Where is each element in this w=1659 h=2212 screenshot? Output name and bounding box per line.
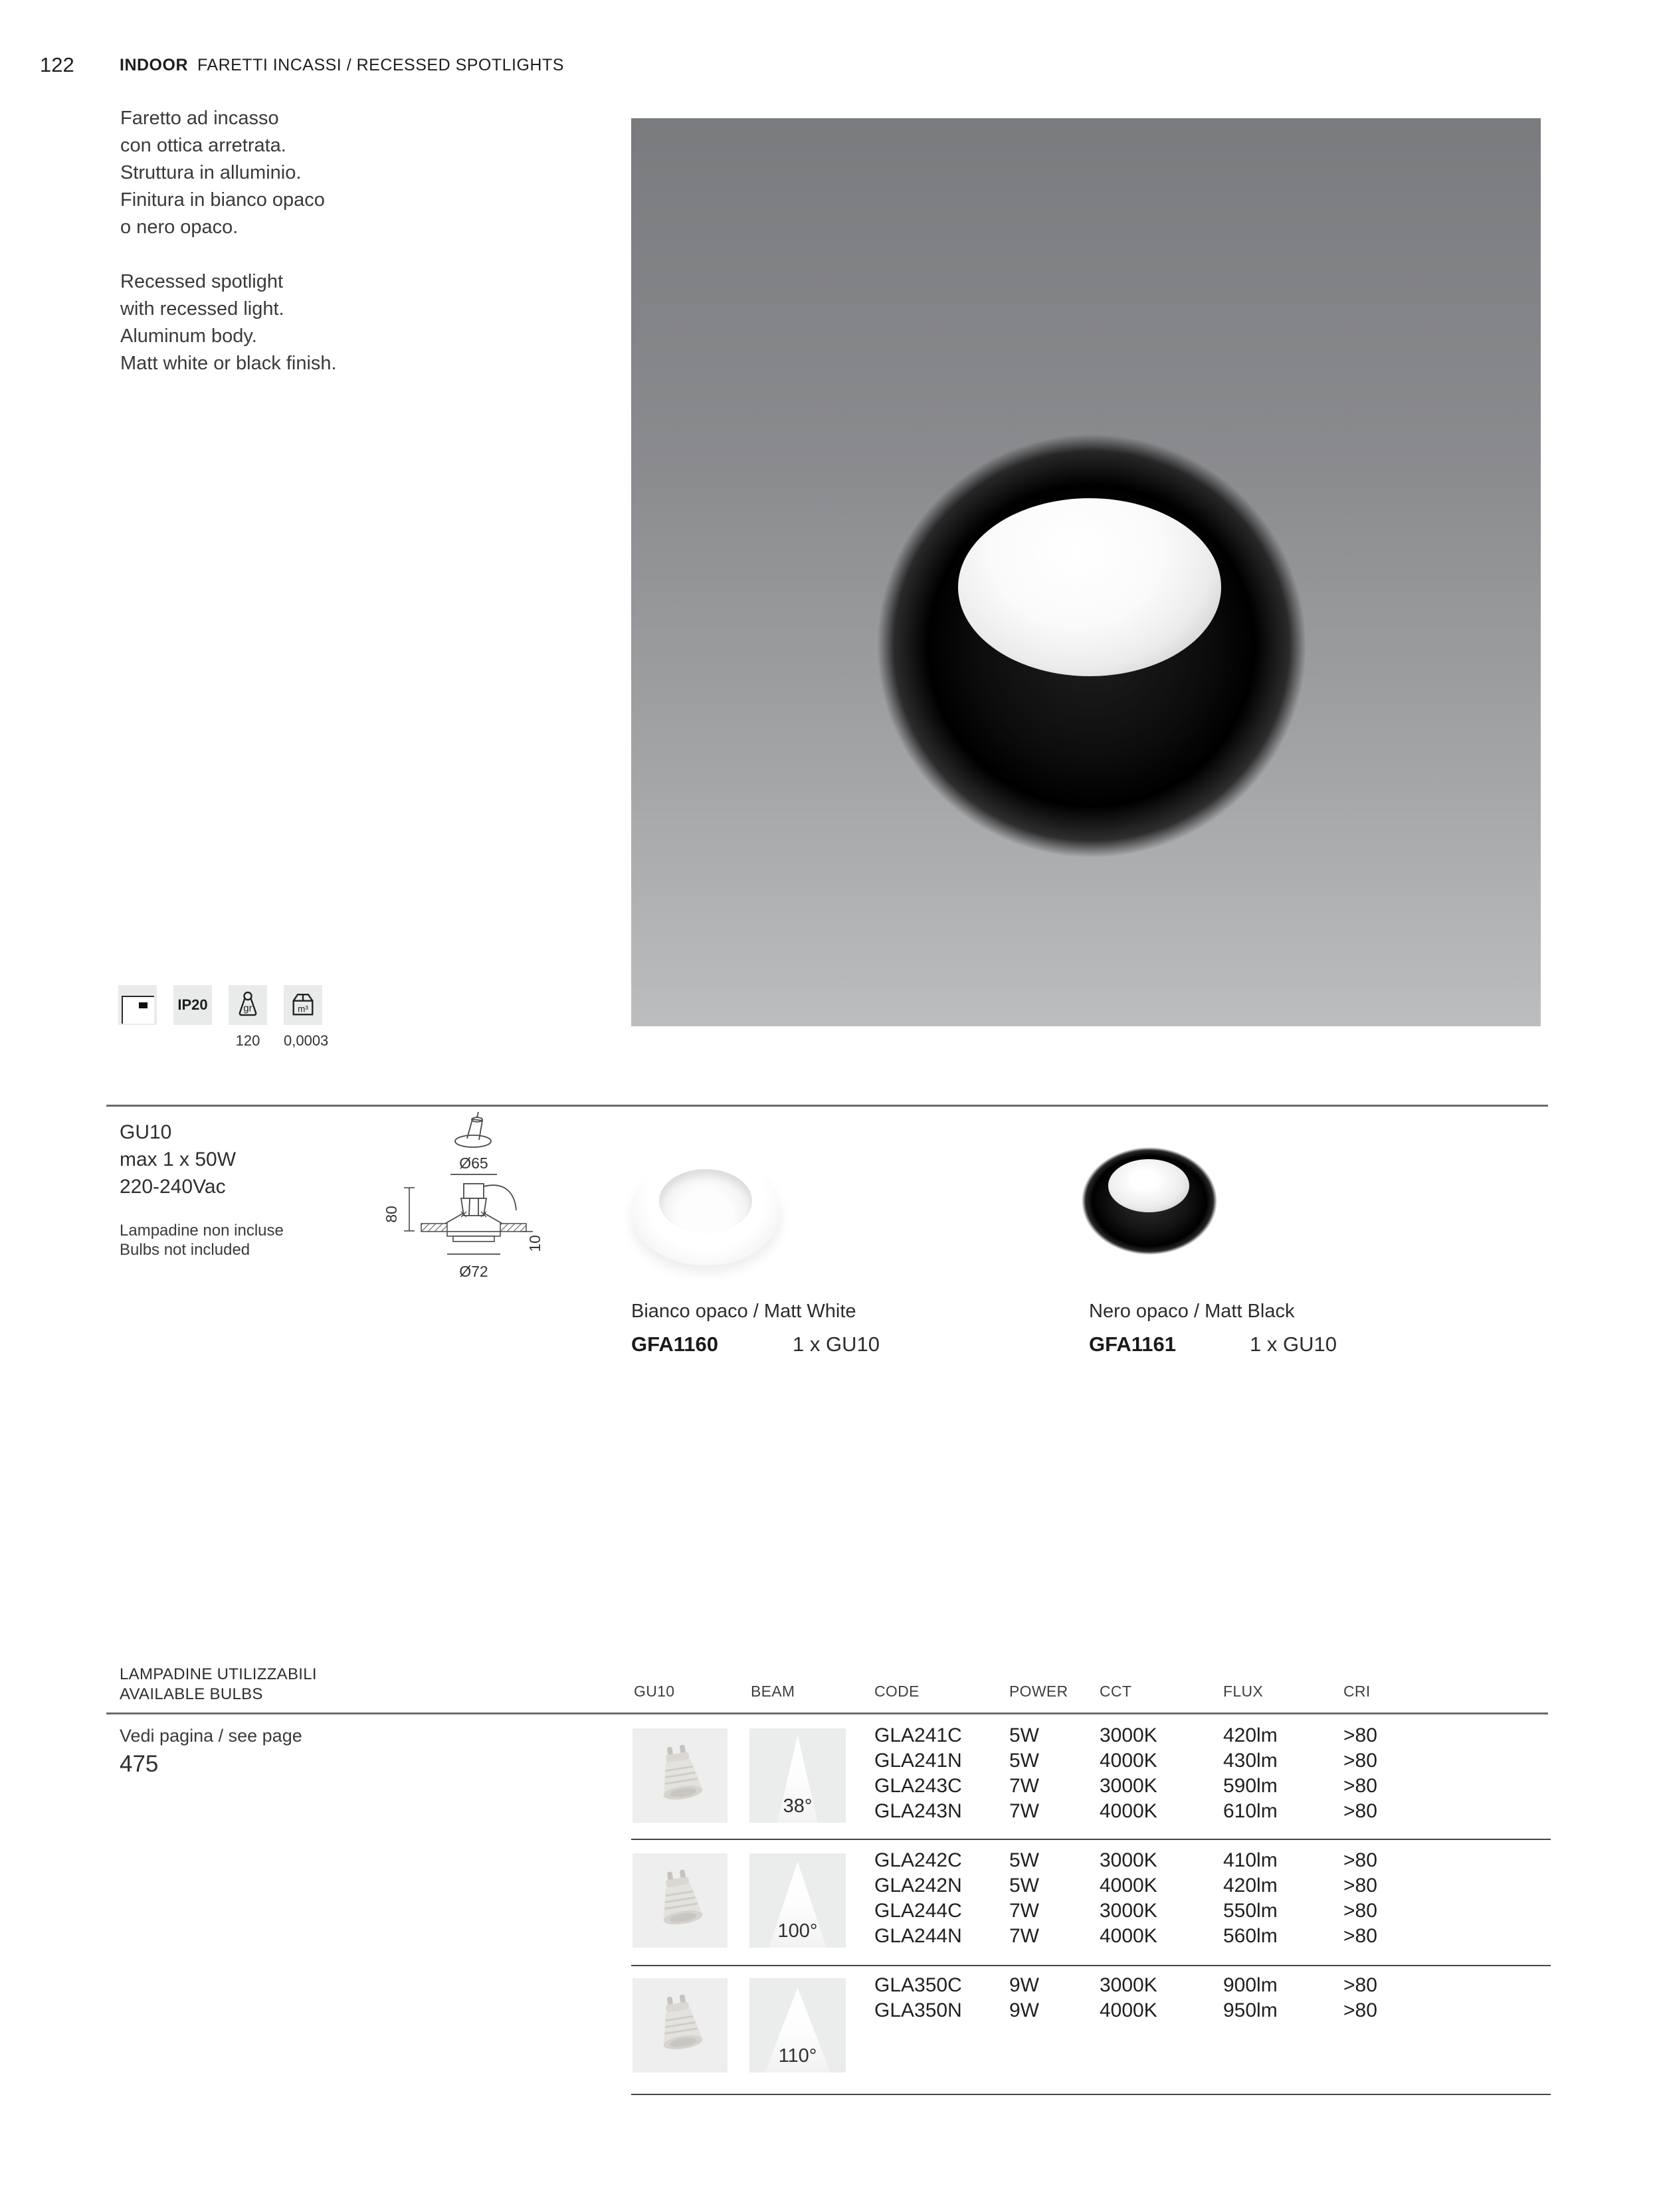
spotlight-diffuser-image xyxy=(958,498,1221,676)
description-line: con ottica arretrata. xyxy=(120,135,286,156)
voltage: 220-240Vac xyxy=(120,1176,226,1198)
see-page-label: Vedi pagina / see page xyxy=(120,1726,302,1746)
product-description xyxy=(120,105,337,377)
description-line: Finitura in bianco opaco xyxy=(120,189,325,211)
variant-lamp: 1 x GU10 xyxy=(1250,1333,1337,1356)
table-header-divider xyxy=(106,1712,1548,1714)
ip-rating-badge: IP20 xyxy=(173,985,212,1025)
col-header-beam: BEAM xyxy=(751,1683,795,1700)
table-row: GLA244N 7W 4000K 560lm >80 xyxy=(874,1925,1377,1947)
weight-unit-label: gr xyxy=(243,1002,252,1014)
col-header-code: CODE xyxy=(874,1683,920,1700)
table-row: GLA350N 9W 4000K 950lm >80 xyxy=(874,1999,1377,2021)
table-row: GLA350C 9W 3000K 900lm >80 xyxy=(874,1974,1377,1996)
socket-type: GU10 xyxy=(120,1121,172,1143)
spec-block xyxy=(120,1119,236,1200)
section-divider xyxy=(106,1105,1548,1107)
bulb-rows-group-38 xyxy=(874,1724,1552,1825)
ceiling-hatch-right xyxy=(500,1224,526,1232)
volume-unit-label: m³ xyxy=(298,1004,308,1014)
table-row: GLA242N 5W 4000K 420lm >80 xyxy=(874,1875,1377,1896)
description-line: Struttura in alluminio. xyxy=(120,162,302,183)
volume-icon xyxy=(284,985,322,1025)
hero-product-photo xyxy=(631,118,1541,1026)
table-row: GLA241C 5W 3000K 420lm >80 xyxy=(874,1724,1377,1746)
fixture-section xyxy=(445,1184,516,1224)
description-line: Recessed spotlight xyxy=(120,271,284,292)
ceiling-hatch-left xyxy=(421,1224,447,1232)
table-bottom-divider xyxy=(631,2094,1551,2095)
col-header-flux: FLUX xyxy=(1223,1683,1263,1700)
description-line: o nero opaco. xyxy=(120,217,239,238)
section-label: INDOOR xyxy=(120,56,188,74)
variant-code: GFA1161 xyxy=(1089,1333,1176,1356)
beam-angle-value: 110° xyxy=(778,2045,817,2067)
page-number: 122 xyxy=(40,53,74,76)
page-header xyxy=(120,56,564,75)
bulbs-title-en: AVAILABLE BULBS xyxy=(120,1685,263,1703)
table-row: GLA242C 5W 3000K 410lm >80 xyxy=(874,1849,1377,1871)
bulb-photo-gu10 xyxy=(633,1978,728,2073)
gu10-bulb-image xyxy=(643,1860,718,1941)
dim-trim-label: Ø72 xyxy=(459,1263,488,1280)
description-line: with recessed light. xyxy=(120,298,284,320)
description-line: Faretto ad incasso xyxy=(120,108,279,129)
variant-code: GFA1160 xyxy=(631,1333,718,1356)
bulb-note-it: Lampadine non incluse xyxy=(120,1222,284,1240)
variant-finish: Nero opaco / Matt Black xyxy=(1089,1301,1295,1322)
variant-photo-matt-white xyxy=(631,1157,781,1265)
description-line: Matt white or black finish. xyxy=(120,353,337,374)
recessed-mount-icon xyxy=(118,985,157,1025)
bulb-photo-gu10 xyxy=(633,1728,728,1823)
dim-depth-label: 10 xyxy=(526,1235,543,1252)
bulb-rows-group-110 xyxy=(874,1974,1552,2025)
description-spacer xyxy=(120,241,337,268)
table-row: GLA244C 7W 3000K 550lm >80 xyxy=(874,1900,1377,1922)
table-row: GLA241N 5W 4000K 430lm >80 xyxy=(874,1750,1377,1772)
variant-photo-matt-black xyxy=(1082,1147,1217,1255)
max-power: max 1 x 50W xyxy=(120,1149,237,1170)
group-divider xyxy=(631,1965,1551,1966)
recessed-spotlight-image xyxy=(877,434,1306,858)
beam-angle-value: 38° xyxy=(783,1796,813,1817)
category-label: FARETTI INCASSI / RECESSED SPOTLIGHTS xyxy=(197,56,564,74)
beam-angle-cell xyxy=(749,1728,846,1823)
variant-lamp: 1 x GU10 xyxy=(793,1333,880,1356)
weight-value: 120 xyxy=(235,1032,260,1049)
bulb-note xyxy=(120,1221,284,1259)
bulb-note-en: Bulbs not included xyxy=(120,1241,250,1259)
volume-value: 0,0003 xyxy=(284,1032,329,1049)
see-page-number: 475 xyxy=(120,1751,159,1777)
hole-saw-icon xyxy=(455,1112,491,1147)
beam-angle-cell xyxy=(749,1853,846,1948)
bulbs-title xyxy=(120,1665,317,1705)
col-header-cri: CRI xyxy=(1343,1683,1371,1700)
col-header-gu10: GU10 xyxy=(634,1683,675,1700)
weight-icon xyxy=(229,985,267,1025)
beam-angle-value: 100° xyxy=(777,1920,818,1942)
gu10-bulb-image xyxy=(643,1735,718,1816)
col-header-power: POWER xyxy=(1009,1683,1068,1700)
beam-angle-cell xyxy=(749,1978,846,2073)
group-divider xyxy=(631,1839,1551,1840)
table-row: GLA243C 7W 3000K 590lm >80 xyxy=(874,1775,1377,1797)
bulb-rows-group-100 xyxy=(874,1849,1552,1950)
col-header-cct: CCT xyxy=(1100,1683,1132,1700)
bulbs-title-it: LAMPADINE UTILIZZABILI xyxy=(120,1665,317,1683)
gu10-bulb-image xyxy=(643,1985,718,2066)
table-row: GLA243N 7W 4000K 610lm >80 xyxy=(874,1800,1377,1822)
technical-drawing xyxy=(379,1103,601,1302)
description-line: Aluminum body. xyxy=(120,325,257,347)
dim-cutout-label: Ø65 xyxy=(459,1154,488,1172)
dim-height-label: 80 xyxy=(383,1206,400,1223)
variant-finish: Bianco opaco / Matt White xyxy=(631,1301,856,1322)
bulb-photo-gu10 xyxy=(633,1853,728,1948)
